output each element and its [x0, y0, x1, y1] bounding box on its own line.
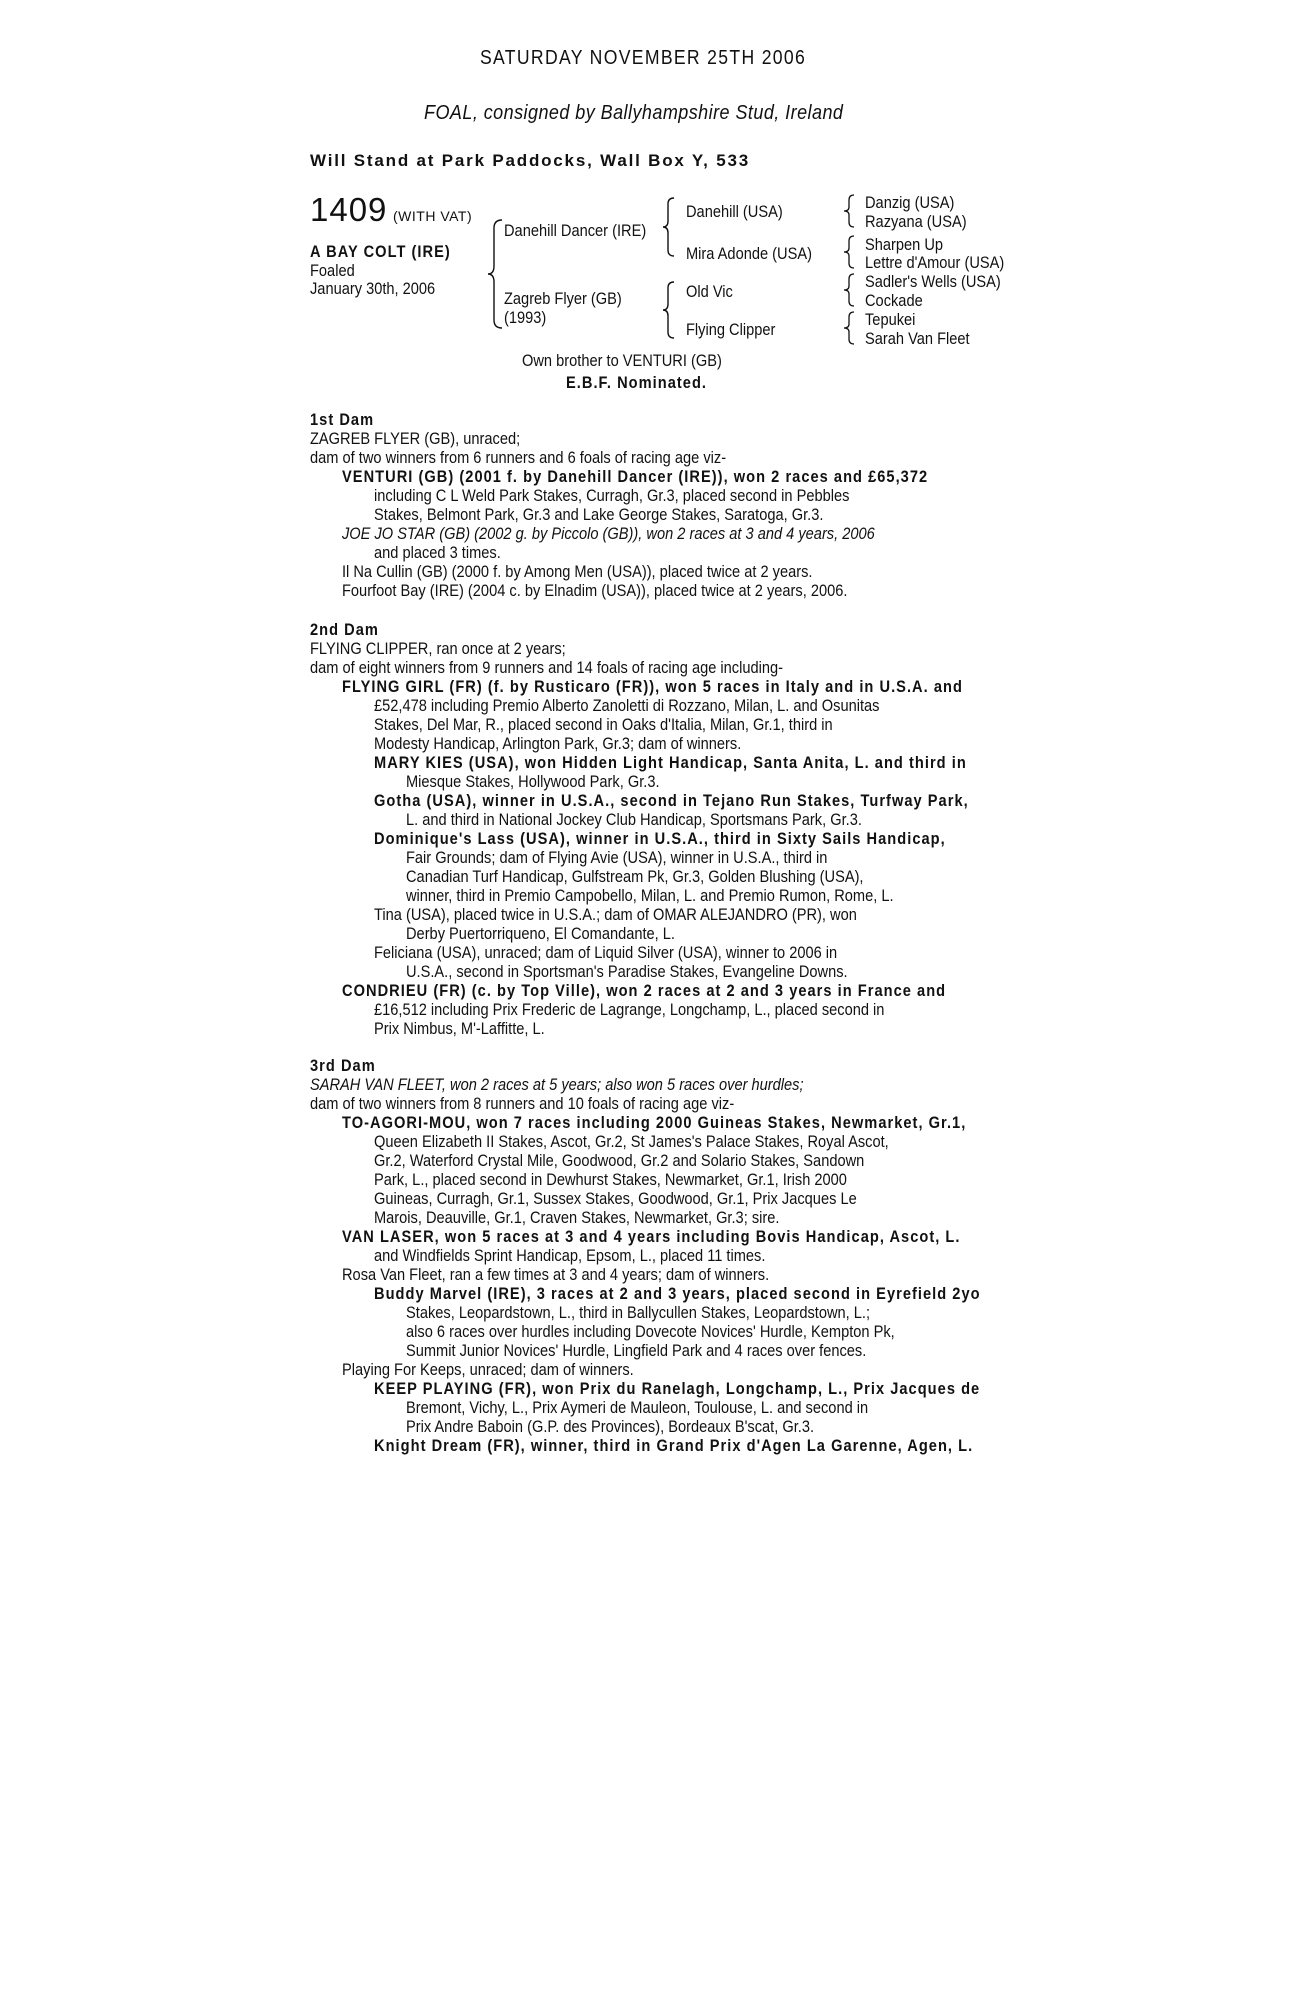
- consignment-line: FOAL, consigned by Ballyhampshire Stud, Ireland: [424, 102, 844, 124]
- dam-line: dam of two winners from 8 runners and 10 foals of racing age viz-: [310, 1094, 735, 1113]
- produce-line: Prix Nimbus, M'-Laffitte, L.: [374, 1019, 545, 1038]
- produce-line: Gotha (USA), winner in U.S.A., second in Tejano Run Stakes, Turfway Park,: [374, 791, 969, 810]
- produce-line: winner, third in Premio Campobello, Milan, L. and Premio Rumon, Rome, L.: [406, 886, 894, 905]
- foaled-label: Foaled: [310, 261, 355, 280]
- produce-line: Rosa Van Fleet, ran a few times at 3 and 4 years; dam of winners.: [342, 1265, 770, 1284]
- dam-line: dam of two winners from 6 runners and 6 foals of racing age viz-: [310, 448, 727, 467]
- pedigree-dam-dam: Flying Clipper: [686, 320, 776, 339]
- pedigree-dsd: Cockade: [865, 291, 923, 310]
- pedigree-sss: Danzig (USA): [865, 193, 955, 212]
- pedigree-sire-sire: Danehill (USA): [686, 202, 783, 221]
- produce-line: Stakes, Belmont Park, Gr.3 and Lake George Stakes, Saratoga, Gr.3.: [374, 505, 824, 524]
- produce-line: Fair Grounds; dam of Flying Avie (USA), winner in U.S.A., third in: [406, 848, 828, 867]
- dam-line: SARAH VAN FLEET, won 2 races at 5 years; also won 5 races over hurdles;: [310, 1075, 804, 1094]
- pedigree-brace-main: [486, 218, 506, 330]
- section-heading: 3rd Dam: [310, 1056, 376, 1075]
- produce-line: Queen Elizabeth II Stakes, Ascot, Gr.2, St James's Palace Stakes, Royal Ascot,: [374, 1132, 889, 1151]
- pedigree-brace-ss: [843, 193, 857, 229]
- produce-line: Il Na Cullin (GB) (2000 f. by Among Men (USA)), placed twice at 2 years.: [342, 562, 813, 581]
- lot-number: 1409: [310, 191, 388, 228]
- produce-line: FLYING GIRL (FR) (f. by Rusticaro (FR)), won 5 races in Italy and in U.S.A. and: [342, 677, 963, 696]
- first-dam-section: [310, 410, 1000, 600]
- produce-line: Tina (USA), placed twice in U.S.A.; dam of OMAR ALEJANDRO (PR), won: [374, 905, 857, 924]
- pedigree-dam-sire: Old Vic: [686, 282, 733, 301]
- produce-line: also 6 races over hurdles including Dovecote Novices' Hurdle, Kempton Pk,: [406, 1322, 895, 1341]
- pedigree-sire: Danehill Dancer (IRE): [504, 221, 647, 240]
- produce-line: Dominique's Lass (USA), winner in U.S.A., third in Sixty Sails Handicap,: [374, 829, 946, 848]
- pedigree-brace-dd: [843, 310, 857, 346]
- dam-line: ZAGREB FLYER (GB), unraced;: [310, 429, 521, 448]
- produce-line: TO-AGORI-MOU, won 7 races including 2000 Guineas Stakes, Newmarket, Gr.1,: [342, 1113, 967, 1132]
- produce-line: VENTURI (GB) (2001 f. by Danehill Dancer (IRE)), won 2 races and £65,372: [342, 467, 929, 486]
- produce-line: Stakes, Del Mar, R., placed second in Oaks d'Italia, Milan, Gr.1, third in: [374, 715, 833, 734]
- produce-line: Park, L., placed second in Dewhurst Stakes, Newmarket, Gr.1, Irish 2000: [374, 1170, 847, 1189]
- produce-line: and Windfields Sprint Handicap, Epsom, L., placed 11 times.: [374, 1246, 766, 1265]
- pedigree-brace-ds: [843, 272, 857, 308]
- produce-line: KEEP PLAYING (FR), won Prix du Ranelagh, Longchamp, L., Prix Jacques de: [374, 1379, 981, 1398]
- produce-line: L. and third in National Jockey Club Handicap, Sportsmans Park, Gr.3.: [406, 810, 862, 829]
- produce-line: Marois, Deauville, Gr.1, Craven Stakes, Newmarket, Gr.3; sire.: [374, 1208, 780, 1227]
- produce-line: £16,512 including Prix Frederic de Lagrange, Longchamp, L., placed second in: [374, 1000, 885, 1019]
- ebf-note: E.B.F. Nominated.: [566, 373, 708, 392]
- third-dam-section: [310, 1056, 1000, 1455]
- pedigree-ssd: Razyana (USA): [865, 212, 967, 231]
- produce-line: Bremont, Vichy, L., Prix Aymeri de Mauleon, Toulouse, L. and second in: [406, 1398, 869, 1417]
- pedigree-brace-sire: [662, 196, 678, 258]
- produce-line: CONDRIEU (FR) (c. by Top Ville), won 2 races at 2 and 3 years in France and: [342, 981, 947, 1000]
- produce-line: Knight Dream (FR), winner, third in Grand Prix d'Agen La Garenne, Agen, L.: [374, 1436, 974, 1455]
- second-dam-section: [310, 620, 1000, 1038]
- lot-name: A BAY COLT (IRE): [310, 242, 451, 261]
- produce-line: Gr.2, Waterford Crystal Mile, Goodwood, Gr.2 and Solario Stakes, Sandown: [374, 1151, 865, 1170]
- produce-line: Fourfoot Bay (IRE) (2004 c. by Elnadim (USA)), placed twice at 2 years, 2006.: [342, 581, 848, 600]
- pedigree-dss: Sadler's Wells (USA): [865, 272, 1001, 291]
- produce-line: Prix Andre Baboin (G.P. des Provinces), Bordeaux B'scat, Gr.3.: [406, 1417, 815, 1436]
- produce-line: Playing For Keeps, unraced; dam of winners.: [342, 1360, 634, 1379]
- produce-line: Canadian Turf Handicap, Gulfstream Pk, Gr.3, Golden Blushing (USA),: [406, 867, 864, 886]
- pedigree-brace-dam: [662, 280, 678, 340]
- produce-line: Stakes, Leopardstown, L., third in Ballycullen Stakes, Leopardstown, L.;: [406, 1303, 871, 1322]
- produce-line: MARY KIES (USA), won Hidden Light Handicap, Santa Anita, L. and third in: [374, 753, 967, 772]
- produce-line: Modesty Handicap, Arlington Park, Gr.3; dam of winners.: [374, 734, 742, 753]
- produce-line: Derby Puertorriqueno, El Comandante, L.: [406, 924, 676, 943]
- dam-line: dam of eight winners from 9 runners and 14 foals of racing age including-: [310, 658, 783, 677]
- produce-line: VAN LASER, won 5 races at 3 and 4 years including Bovis Handicap, Ascot, L.: [342, 1227, 961, 1246]
- sale-date: SATURDAY NOVEMBER 25TH 2006: [480, 47, 807, 69]
- pedigree-dam-year: (1993): [504, 308, 547, 327]
- produce-line: JOE JO STAR (GB) (2002 g. by Piccolo (GB)), won 2 races at 3 and 4 years, 2006: [342, 524, 875, 543]
- stand-location: Will Stand at Park Paddocks, Wall Box Y, 533: [310, 151, 750, 170]
- lot-number-row: [310, 191, 387, 229]
- pedigree-sire-dam: Mira Adonde (USA): [686, 244, 812, 263]
- produce-line: Feliciana (USA), unraced; dam of Liquid Silver (USA), winner to 2006 in: [374, 943, 838, 962]
- produce-line: U.S.A., second in Sportsman's Paradise Stakes, Evangeline Downs.: [406, 962, 848, 981]
- pedigree-sds: Sharpen Up: [865, 235, 944, 254]
- foaled-date: January 30th, 2006: [310, 279, 436, 298]
- produce-line: £52,478 including Premio Alberto Zanoletti di Rozzano, Milan, L. and Osunitas: [374, 696, 880, 715]
- pedigree-brace-sd: [843, 234, 857, 270]
- produce-line: Guineas, Curragh, Gr.1, Sussex Stakes, Goodwood, Gr.1, Prix Jacques Le: [374, 1189, 857, 1208]
- produce-line: including C L Weld Park Stakes, Curragh, Gr.3, placed second in Pebbles: [374, 486, 850, 505]
- produce-line: Summit Junior Novices' Hurdle, Lingfield Park and 4 races over fences.: [406, 1341, 867, 1360]
- own-brother-note: Own brother to VENTURI (GB): [522, 351, 722, 370]
- section-heading: 1st Dam: [310, 410, 375, 429]
- pedigree-sdd: Lettre d'Amour (USA): [865, 253, 1005, 272]
- produce-line: Buddy Marvel (IRE), 3 races at 2 and 3 years, placed second in Eyrefield 2yo: [374, 1284, 981, 1303]
- pedigree-dds: Tepukei: [865, 310, 916, 329]
- pedigree-dam: Zagreb Flyer (GB): [504, 289, 622, 308]
- produce-line: and placed 3 times.: [374, 543, 501, 562]
- pedigree-ddd: Sarah Van Fleet: [865, 329, 970, 348]
- dam-line: FLYING CLIPPER, ran once at 2 years;: [310, 639, 566, 658]
- section-heading: 2nd Dam: [310, 620, 379, 639]
- vat-label: (WITH VAT): [393, 208, 473, 224]
- produce-line: Miesque Stakes, Hollywood Park, Gr.3.: [406, 772, 660, 791]
